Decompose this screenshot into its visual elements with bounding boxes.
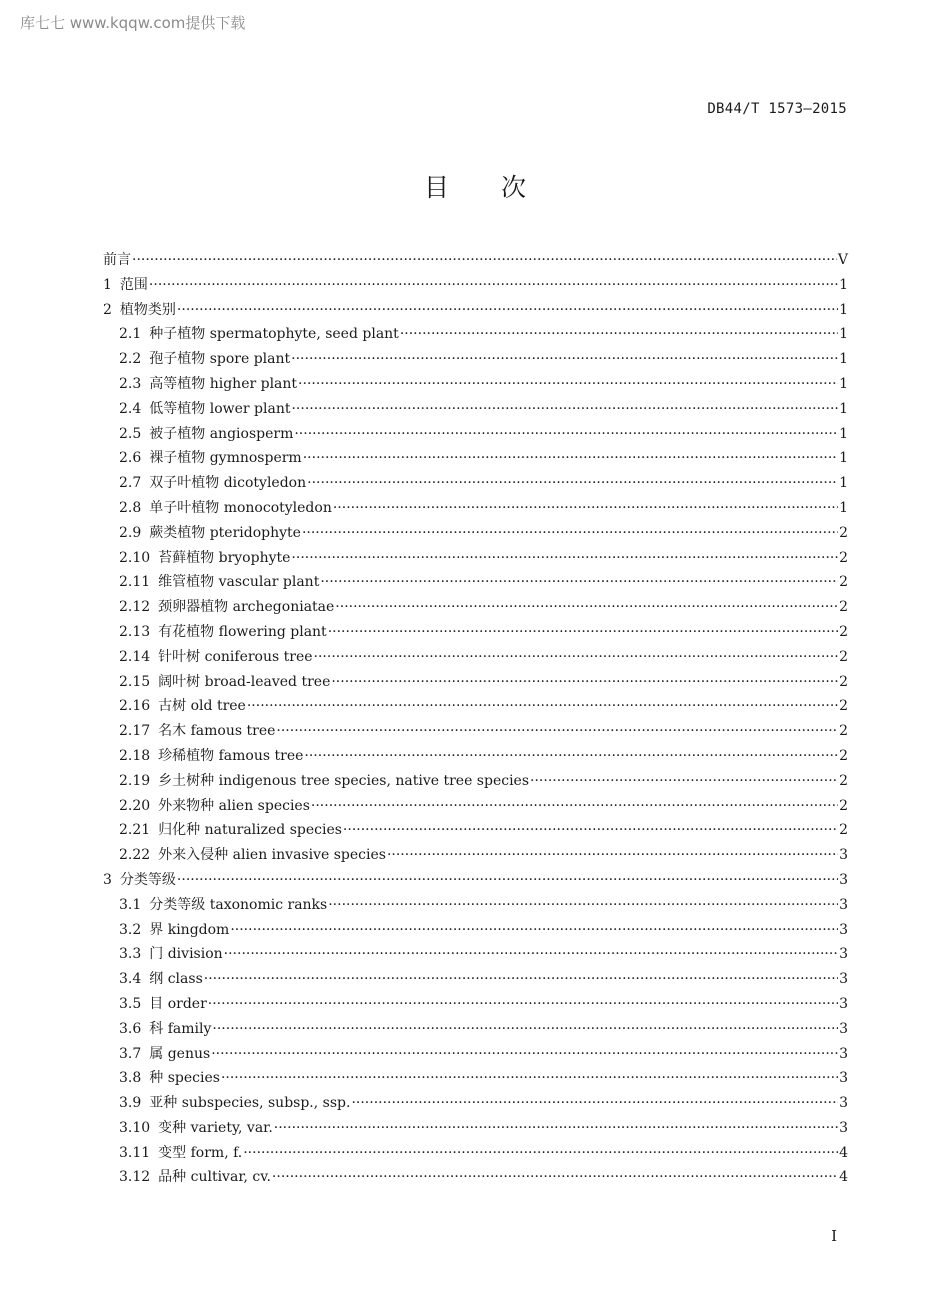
toc-entry[interactable] <box>103 769 848 794</box>
toc-entry-number: 2.21 <box>119 822 151 839</box>
toc-entry-number: 2 <box>103 301 112 318</box>
toc-entry[interactable] <box>103 347 848 372</box>
toc-entry-number: 3.12 <box>119 1169 151 1186</box>
toc-entry[interactable] <box>103 694 848 719</box>
toc-entry[interactable] <box>103 422 848 447</box>
toc-dot-leader <box>530 769 838 794</box>
toc-entry-label: 科 family <box>149 1020 212 1037</box>
toc-entry-label: 高等植物 higher plant <box>149 375 298 392</box>
toc-entry-label: 门 division <box>149 946 223 963</box>
watermark-text: 库七七 www.kqqw.com提供下载 <box>20 14 246 32</box>
toc-entry-label: 裸子植物 gymnosperm <box>149 450 302 467</box>
toc-dot-leader <box>314 645 839 670</box>
toc-entry[interactable] <box>103 967 848 992</box>
toc-entry-page: 2 <box>839 723 848 740</box>
toc-entry-page: 1 <box>839 351 848 368</box>
toc-dot-leader <box>304 744 838 769</box>
toc-entry[interactable] <box>103 719 848 744</box>
toc-entry-page: 3 <box>839 1020 848 1037</box>
toc-dot-leader <box>221 1066 838 1091</box>
toc-entry-label: 前言 <box>103 252 131 268</box>
toc-dot-leader <box>303 446 838 471</box>
toc-entry-page: 3 <box>839 1095 848 1112</box>
toc-entry-page: 3 <box>839 1045 848 1062</box>
toc-entry-page: 1 <box>839 499 848 516</box>
toc-entry-page: V <box>837 252 848 268</box>
toc-entry-page: 3 <box>839 921 848 938</box>
toc-entry-number: 3.8 <box>119 1070 142 1087</box>
toc-entry-page: 3 <box>839 995 848 1012</box>
title-char-2: 次 <box>501 173 527 202</box>
toc-entry-label: 苔藓植物 bryophyte <box>158 549 291 566</box>
toc-dot-leader <box>272 1165 838 1190</box>
toc-entry[interactable] <box>103 298 848 323</box>
page-number: I <box>831 1227 837 1245</box>
toc-entry-number: 3.4 <box>119 971 142 988</box>
toc-entry-label: 分类等级 <box>119 871 176 888</box>
toc-entry-page: 4 <box>839 1169 848 1186</box>
toc-entry-label: 种子植物 spermatophyte, seed plant <box>149 326 399 343</box>
toc-dot-leader <box>274 1116 838 1141</box>
toc-entry-number: 2.12 <box>119 599 151 616</box>
toc-dot-leader <box>230 918 838 943</box>
toc-entry-page: 2 <box>839 772 848 789</box>
toc-dot-leader <box>291 546 838 571</box>
toc-dot-leader <box>132 248 837 273</box>
toc-entry-page: 2 <box>839 599 848 616</box>
toc-entry-label: 种 species <box>149 1070 220 1087</box>
toc-dot-leader <box>177 298 838 323</box>
toc-entry-number: 1 <box>103 276 112 293</box>
toc-entry-label: 界 kingdom <box>149 921 230 938</box>
page-title <box>0 168 950 204</box>
toc-entry-number: 3.11 <box>119 1144 151 1161</box>
toc-entry[interactable] <box>103 570 848 595</box>
toc-entry-page: 2 <box>839 648 848 665</box>
toc-entry-label: 品种 cultivar, cv. <box>158 1169 271 1186</box>
toc-entry-page: 2 <box>839 747 848 764</box>
toc-entry[interactable] <box>103 446 848 471</box>
toc-entry[interactable] <box>103 1116 848 1141</box>
toc-entry[interactable] <box>103 273 848 298</box>
toc-entry-number: 2.9 <box>119 524 142 541</box>
toc-entry-number: 2.11 <box>119 574 151 591</box>
toc-entry-number: 2.7 <box>119 475 142 492</box>
toc-entry[interactable] <box>103 893 848 918</box>
toc-entry[interactable] <box>103 670 848 695</box>
toc-entry[interactable] <box>103 397 848 422</box>
toc-entry-number: 2.20 <box>119 797 151 814</box>
toc-entry-page: 4 <box>839 1144 848 1161</box>
toc-dot-leader <box>328 620 838 645</box>
toc-dot-leader <box>204 967 838 992</box>
toc-entry-label: 珍稀植物 famous tree <box>158 747 304 764</box>
toc-entry[interactable] <box>103 471 848 496</box>
toc-entry-number: 2.19 <box>119 772 151 789</box>
toc-entry-page: 1 <box>839 326 848 343</box>
toc-entry[interactable] <box>103 1091 848 1116</box>
toc-entry-page: 1 <box>839 475 848 492</box>
toc-entry-number: 3.7 <box>119 1045 142 1062</box>
toc-dot-leader <box>351 1091 838 1116</box>
toc-entry-number: 2.17 <box>119 723 151 740</box>
toc-entry-number: 2.3 <box>119 375 142 392</box>
toc-entry-label: 有花植物 flowering plant <box>158 623 327 640</box>
toc-entry-number: 3.3 <box>119 946 142 963</box>
toc-entry-label: 低等植物 lower plant <box>149 400 291 417</box>
toc-entry-page: 2 <box>839 698 848 715</box>
toc-entry[interactable] <box>103 1165 848 1190</box>
toc-entry-number: 2.5 <box>119 425 142 442</box>
toc-entry-label: 变种 variety, var. <box>158 1119 273 1136</box>
toc-entry-label: 颈卵器植物 archegoniatae <box>158 599 335 616</box>
toc-entry-label: 属 genus <box>149 1045 211 1062</box>
toc-entry-page: 2 <box>839 673 848 690</box>
toc-entry-page: 2 <box>839 549 848 566</box>
toc-entry-label: 名木 famous tree <box>158 723 276 740</box>
document-code: DB44/T 1573—2015 <box>707 101 847 117</box>
toc-entry-page: 1 <box>839 425 848 442</box>
toc-entry-page: 3 <box>839 871 848 888</box>
toc-entry[interactable] <box>103 620 848 645</box>
toc-dot-leader <box>291 347 838 372</box>
toc-entry[interactable] <box>103 818 848 843</box>
title-char-1: 目 <box>423 173 449 202</box>
toc-dot-leader <box>387 843 838 868</box>
toc-entry-number: 2.13 <box>119 623 151 640</box>
toc-entry-number: 3.2 <box>119 921 142 938</box>
toc-entry-number: 2.15 <box>119 673 151 690</box>
toc-entry-number: 2.22 <box>119 847 151 864</box>
toc-entry-number: 2.16 <box>119 698 151 715</box>
toc-entry-number: 2.4 <box>119 400 142 417</box>
table-of-contents <box>103 248 848 1190</box>
toc-entry-number: 3.1 <box>119 896 142 913</box>
toc-dot-leader <box>307 471 838 496</box>
toc-dot-leader <box>247 694 838 719</box>
toc-dot-leader <box>335 595 838 620</box>
toc-entry-number: 2.10 <box>119 549 151 566</box>
toc-entry[interactable] <box>103 942 848 967</box>
toc-entry-label: 蕨类植物 pteridophyte <box>149 524 301 541</box>
toc-entry[interactable] <box>103 521 848 546</box>
toc-entry-label: 归化种 naturalized species <box>158 822 342 839</box>
toc-entry[interactable] <box>103 1066 848 1091</box>
toc-dot-leader <box>291 397 838 422</box>
toc-entry[interactable] <box>103 843 848 868</box>
toc-dot-leader <box>328 893 838 918</box>
toc-entry[interactable] <box>103 992 848 1017</box>
toc-entry-label: 阔叶树 broad-leaved tree <box>158 673 331 690</box>
toc-entry-label: 植物类别 <box>119 301 176 318</box>
toc-entry-label: 双子叶植物 dicotyledon <box>149 475 307 492</box>
toc-dot-leader <box>343 818 838 843</box>
toc-entry-number: 3.6 <box>119 1020 142 1037</box>
toc-entry-label: 被子植物 angiosperm <box>149 425 294 442</box>
toc-dot-leader <box>311 794 838 819</box>
toc-entry-page: 2 <box>839 623 848 640</box>
toc-entry[interactable] <box>103 322 848 347</box>
toc-entry[interactable] <box>103 595 848 620</box>
toc-entry-page: 2 <box>839 524 848 541</box>
toc-entry-page: 2 <box>839 797 848 814</box>
toc-entry-number: 3.9 <box>119 1095 142 1112</box>
toc-entry[interactable] <box>103 918 848 943</box>
toc-dot-leader <box>243 1141 838 1166</box>
toc-dot-leader <box>333 496 838 521</box>
toc-entry[interactable] <box>103 1042 848 1067</box>
toc-entry-page: 1 <box>839 301 848 318</box>
toc-entry-number: 3.10 <box>119 1119 151 1136</box>
toc-entry[interactable] <box>103 496 848 521</box>
toc-dot-leader <box>302 521 838 546</box>
toc-entry-label: 亚种 subspecies, subsp., ssp. <box>149 1095 351 1112</box>
toc-entry-number: 2.1 <box>119 326 142 343</box>
toc-entry-label: 外来入侵种 alien invasive species <box>158 847 386 864</box>
toc-entry-label: 乡土树种 indigenous tree species, native tree species <box>158 772 530 789</box>
toc-dot-leader <box>212 1017 838 1042</box>
toc-entry-label: 古树 old tree <box>158 698 246 715</box>
toc-dot-leader <box>400 322 838 347</box>
toc-entry-number: 3.5 <box>119 995 142 1012</box>
toc-entry[interactable] <box>103 1141 848 1166</box>
toc-entry-number: 2.14 <box>119 648 151 665</box>
toc-entry-page: 3 <box>839 971 848 988</box>
toc-entry-number: 2.6 <box>119 450 142 467</box>
toc-dot-leader <box>331 670 838 695</box>
toc-dot-leader <box>224 942 838 967</box>
toc-entry-page: 2 <box>839 822 848 839</box>
toc-entry-page: 3 <box>839 946 848 963</box>
toc-entry-label: 变型 form, f. <box>158 1144 243 1161</box>
toc-entry-page: 3 <box>839 1119 848 1136</box>
toc-entry-page: 1 <box>839 375 848 392</box>
toc-entry-page: 1 <box>839 450 848 467</box>
toc-entry-page: 1 <box>839 400 848 417</box>
toc-entry[interactable] <box>103 372 848 397</box>
toc-entry[interactable] <box>103 546 848 571</box>
toc-entry-page: 3 <box>839 896 848 913</box>
toc-entry[interactable] <box>103 1017 848 1042</box>
toc-entry-label: 外来物种 alien species <box>158 797 310 814</box>
toc-dot-leader <box>294 422 838 447</box>
toc-entry-label: 孢子植物 spore plant <box>149 351 291 368</box>
toc-dot-leader <box>177 868 838 893</box>
toc-entry-label: 分类等级 taxonomic ranks <box>149 896 328 913</box>
toc-dot-leader <box>276 719 838 744</box>
toc-entry[interactable] <box>103 744 848 769</box>
toc-entry[interactable] <box>103 248 848 273</box>
toc-entry[interactable] <box>103 645 848 670</box>
toc-dot-leader <box>320 570 838 595</box>
toc-entry-number: 2.18 <box>119 747 151 764</box>
toc-entry-label: 范围 <box>119 276 148 293</box>
toc-entry-number: 2.8 <box>119 499 142 516</box>
toc-entry[interactable] <box>103 794 848 819</box>
toc-entry-number: 3 <box>103 871 112 888</box>
toc-dot-leader <box>298 372 838 397</box>
toc-entry-label: 目 order <box>149 995 207 1012</box>
toc-entry-label: 纲 class <box>149 971 203 988</box>
toc-dot-leader <box>208 992 838 1017</box>
toc-entry[interactable] <box>103 868 848 893</box>
toc-entry-page: 3 <box>839 847 848 864</box>
toc-entry-page: 1 <box>839 276 848 293</box>
toc-dot-leader <box>211 1042 838 1067</box>
toc-entry-page: 2 <box>839 574 848 591</box>
toc-entry-label: 维管植物 vascular plant <box>158 574 320 591</box>
toc-entry-label: 针叶树 coniferous tree <box>158 648 313 665</box>
toc-dot-leader <box>149 273 838 298</box>
toc-entry-label: 单子叶植物 monocotyledon <box>149 499 332 516</box>
toc-entry-number: 2.2 <box>119 351 142 368</box>
toc-entry-page: 3 <box>839 1070 848 1087</box>
